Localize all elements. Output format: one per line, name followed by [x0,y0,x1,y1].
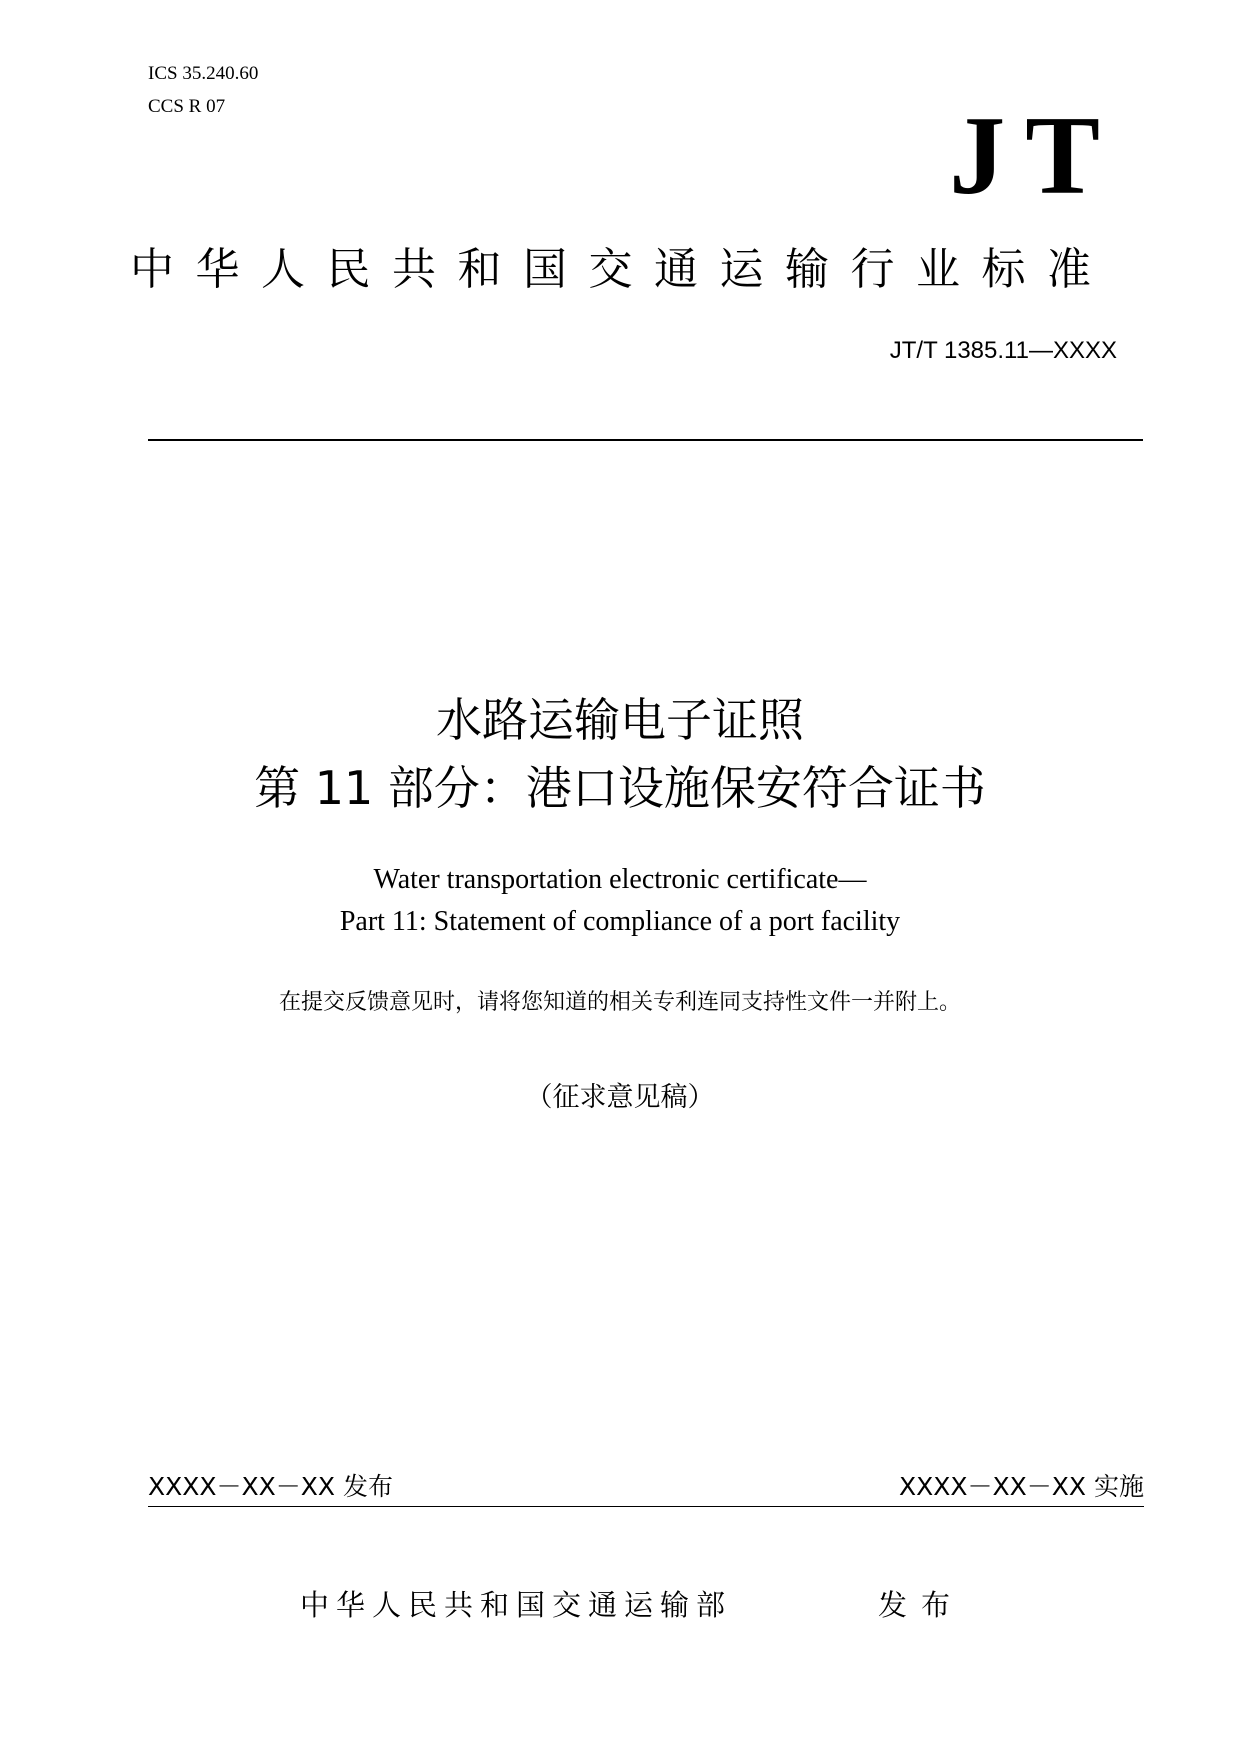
standard-category-title: 中华人民共和国交通运输行业标准 [130,244,1113,295]
publisher-name: 中华人民共和国交通运输部 [300,1588,733,1622]
publish-label: 发布 [878,1588,965,1622]
footer-divider [148,1506,1144,1507]
implementation-date: XXXX－XX－XX 实施 [899,1472,1144,1501]
jt-logo: JT [949,94,1120,218]
header-divider [148,439,1143,441]
document-title-line-2: 第 11 部分：港口设施保安符合证书 [254,761,986,815]
standard-number: JT/T 1385.11—XXXX [889,337,1117,364]
english-title-line-1: Water transportation electronic certificate— [373,864,867,895]
document-title-line-1: 水路运输电子证照 [436,693,804,747]
draft-status: （征求意见稿） [525,1082,715,1113]
ccs-code: CCS R 07 [148,96,226,117]
english-title-line-2: Part 11: Statement of compliance of a port facility [339,906,901,937]
patent-notice: 在提交反馈意见时，请将您知道的相关专利连同支持性文件一并附上。 [278,990,961,1015]
ics-code: ICS 35.240.60 [148,63,259,84]
release-date: XXXX－XX－XX 发布 [148,1472,393,1501]
